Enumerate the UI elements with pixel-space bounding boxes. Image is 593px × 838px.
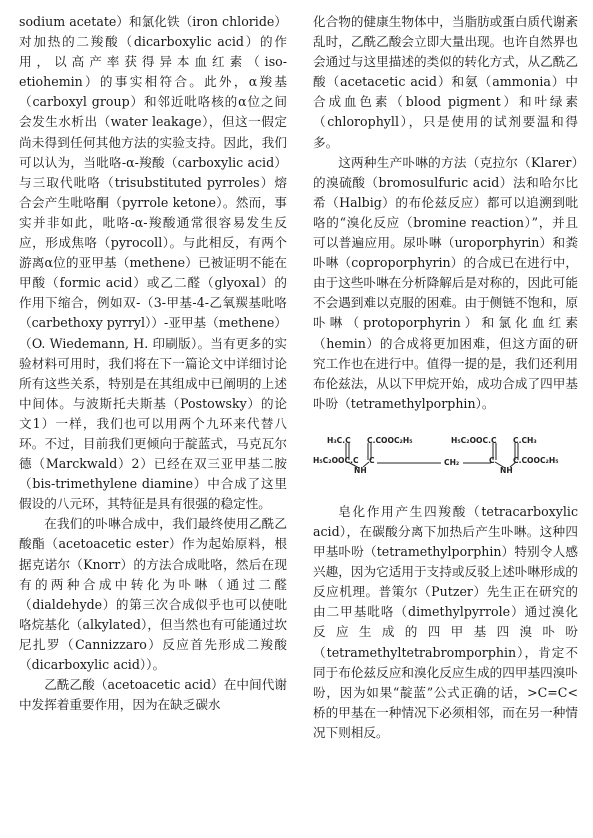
formula-label: CH₂ (444, 457, 460, 467)
formula-label: C (489, 455, 495, 465)
paragraph: sodium acetate）和氯化铁（iron chloride）对加热的二羧酸（dicarboxylic acid）的作用，以高产率获得异本血红素（iso-etiohemin）的事实相符合。此外，α羧基（carboxyl group）和邻近吡咯核的α位之间会发生水析出（water leakage），但这一假定尚未得到任何其他方法的实验支持。因此，我们可以认为，当吡咯-α-羧酸（carboxylic acid）与三取代吡咯（trisubstituted pyrroles）熔合会产生吡咯酮（pyrrole ketone）。然而，事实并非如此，吡咯-α-羧酸通常很容易发生反应，形成焦咯（pyrocoll）。与此相反，有两个游离α位的亚甲基（methene）已被证明不能在甲酸（formic acid）或乙二醛（glyoxal）的作用下缩合，例如双-（3-甲基-4-乙氧羰基吡咯（carbethoxy pyrryl））-亚甲基（methene）（O. Wiedemann, H. 印刷版）。当有更多的实验材料可用时，我们将在下一篇论文中详细讨论所有这些关系，特别是在其组成中已阐明的上述中间体。与波斯托夫斯基（Postowsky）的论文1）一样，我们也可以用两个九环来代替八环。不过，目前我们更倾向于靛蓝式，马克瓦尔德（Marckwald）2）已经在双三亚甲基二胺（bis-trimethylene diamine）中合成了这里假设的八元环，其特征是具有很强的稳定性。 (19, 14, 287, 512)
formula-label: C (369, 455, 375, 465)
formula-label: C.COOC₂H₅ (513, 455, 559, 465)
formula-label: C.CH₃ (513, 435, 537, 445)
left-column (19, 12, 287, 832)
paragraph: 化合物的健康生物体中，当脂肪或蛋白质代谢紊乱时，乙酰乙酸会立即大量出现。也许自然界也会通过与这里描述的类似的转化方式，从乙酰乙酸（acetacetic acid）和氨（ammonia）中合成血色素（blood pigment）和叶绿素（chlorophyll），只是使用的试剂要温和得多。 (313, 14, 578, 150)
paragraph: 在我们的卟啉合成中，我们最终使用乙酰乙酸酯（acetoacetic ester）作为起始原料，根据克诺尔（Knorr）的方法合成吡咯，然后在现有的两种合成中转化为卟啉（通过二醛（dialdehyde）的第三次合成似乎也可以使吡咯烷基化（alkylated），但当然也有可能通过坎尼扎罗（Cannizzaro）反应首先形成二羧酸（dicarboxylic acid））。 (19, 516, 287, 672)
paragraph: 皂化作用产生四羧酸（tetracarboxylic acid），在碳酸分离下加热后产生卟啉。这种四甲基卟吩（tetramethylporphin）特别令人感兴趣，因为它适用于支持或反驳上述卟啉形成的反应机理。普策尔（Putzer）先生正在研究的由二甲基吡咯（dimethylpyrrole）通过溴化反应生成的四甲基四溴卟吩（tetramethyltetrabromporphin），肯定不同于布伦兹反应和溴化反应生成的四甲基四溴卟吩，因为如果“靛蓝”公式正确的话，>C=C<桥的甲基在一种情况下必须相邻，而在另一种情况下则相反。 (313, 503, 578, 740)
formula-label: H₃C.C (327, 435, 351, 445)
chemical-structure-formula (313, 436, 578, 476)
formula-label: NH (354, 465, 367, 475)
formula-label: NH (500, 465, 513, 475)
formula-label: H₅C₂OOC.C (451, 435, 497, 445)
paragraph: 这两种生产卟啉的方法（克拉尔（Klarer）的溴硫酸（bromosulfuric acid）法和哈尔比希（Halbig）的布伦兹反应）都可以追溯到吡咯的“溴化反应（bromine reaction）”，并且可以普遍应用。尿卟啉（uroporphyrin）和粪卟啉（coproporphyrin）的合成已在进行中，由于这些卟啉在分析降解后是对称的，因此可能不会遇到难以克服的困难。由于侧链不饱和，原卟啉（protoporphyrin）和氯化血红素（hemin）的合成将更加困难，但这方面的研究工作也在进行中。值得一提的是，我们还利用布伦兹法，从以下甲烷开始，成功合成了四甲基卟吩（tetramethylporphin）。 (313, 154, 578, 411)
paragraph: 乙酰乙酸（acetoacetic acid）在中间代谢中发挥着重要作用，因为在缺乏碳水 (19, 677, 287, 713)
formula-label: C.COOC₂H₅ (367, 435, 413, 445)
right-column (313, 12, 578, 832)
formula-label: H₅C₂OOC.C (313, 455, 359, 465)
